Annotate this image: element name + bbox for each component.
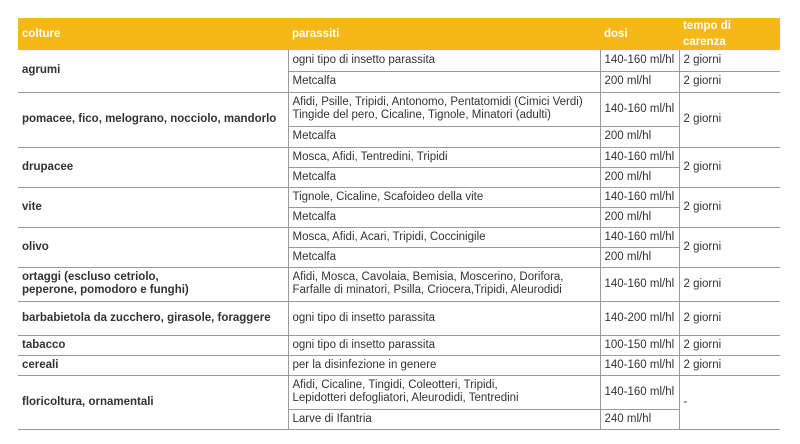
- carenza-cell: 2 giorni: [679, 187, 780, 227]
- table-row: [18, 267, 780, 301]
- carenza-cell: 2 giorni: [679, 301, 780, 335]
- parassiti-cell: Mosca, Afidi, Tentredini, Tripidi: [288, 147, 600, 167]
- crop-cell: cereali: [18, 355, 288, 375]
- parassiti-line: Farfalle di minatori, Psilla, Criocera,Tripidi, Aleurodidi: [292, 284, 562, 296]
- dosi-cell: 140-160 ml/hl: [600, 227, 679, 247]
- carenza-cell: -: [679, 375, 780, 429]
- carenza-cell: 2 giorni: [679, 227, 780, 267]
- dosi-cell: 200 ml/hl: [600, 71, 679, 92]
- parassiti-cell: [288, 92, 600, 126]
- crop-cell: pomacee, fico, melograno, nocciolo, mandorlo: [18, 92, 288, 147]
- crop-cell: vite: [18, 187, 288, 227]
- header-carenza: tempo di carenza: [679, 18, 780, 50]
- dosage-table-container: [18, 18, 780, 430]
- carenza-cell: 2 giorni: [679, 71, 780, 92]
- dosage-table: [18, 18, 780, 430]
- parassiti-cell: Tignole, Cicaline, Scafoideo della vite: [288, 187, 600, 207]
- dosi-cell: 100-150 ml/hl: [600, 335, 679, 355]
- crop-line: peperone, pomodoro e funghi): [22, 284, 189, 296]
- crop-cell: olivo: [18, 227, 288, 267]
- crop-line: ortaggi (escluso cetriolo,: [22, 271, 159, 283]
- carenza-cell: 2 giorni: [679, 335, 780, 355]
- table-row: [18, 375, 780, 409]
- dosi-cell: 140-160 ml/hl: [600, 50, 679, 71]
- carenza-cell: 2 giorni: [679, 147, 780, 187]
- table-row: [18, 92, 780, 126]
- parassiti-cell: ogni tipo di insetto parassita: [288, 301, 600, 335]
- dosi-cell: 200 ml/hl: [600, 167, 679, 187]
- dosi-cell: 240 ml/hl: [600, 409, 679, 429]
- dosi-cell: 140-160 ml/hl: [600, 375, 679, 409]
- parassiti-cell: [288, 375, 600, 409]
- parassiti-cell: per la disinfezione in genere: [288, 355, 600, 375]
- parassiti-cell: Mosca, Afidi, Acari, Tripidi, Coccinigile: [288, 227, 600, 247]
- table-row: [18, 355, 780, 375]
- carenza-cell: 2 giorni: [679, 92, 780, 147]
- parassiti-line: Afidi, Psille, Tripidi, Antonomo, Pentatomidi (Cimici Verdi): [292, 96, 583, 108]
- dosi-cell: 140-160 ml/hl: [600, 355, 679, 375]
- parassiti-cell: [288, 267, 600, 301]
- dosi-cell: 200 ml/hl: [600, 207, 679, 227]
- crop-cell: agrumi: [18, 50, 288, 92]
- carenza-cell: 2 giorni: [679, 267, 780, 301]
- crop-cell: [18, 267, 288, 301]
- dosi-cell: 140-160 ml/hl: [600, 92, 679, 126]
- crop-cell: floricoltura, ornamentali: [18, 375, 288, 429]
- header-parassiti: parassiti: [288, 18, 600, 50]
- header-dosi: dosi: [600, 18, 679, 50]
- parassiti-cell: ogni tipo di insetto parassita: [288, 50, 600, 71]
- parassiti-cell: Metcalfa: [288, 167, 600, 187]
- parassiti-cell: Metcalfa: [288, 247, 600, 267]
- crop-cell: barbabietola da zucchero, girasole, foraggere: [18, 301, 288, 335]
- crop-cell: tabacco: [18, 335, 288, 355]
- parassiti-line: Afidi, Cicaline, Tingidi, Coleotteri, Tripidi,: [292, 379, 498, 391]
- parassiti-line: Afidi, Mosca, Cavolaia, Bemisia, Moscerino, Dorifora,: [292, 271, 564, 283]
- dosi-cell: 200 ml/hl: [600, 247, 679, 267]
- header-row: [18, 18, 780, 50]
- parassiti-cell: Metcalfa: [288, 126, 600, 147]
- table-row: [18, 227, 780, 247]
- parassiti-cell: Larve di Ifantria: [288, 409, 600, 429]
- table-row: [18, 50, 780, 71]
- dosi-cell: 140-160 ml/hl: [600, 187, 679, 207]
- dosi-cell: 140-200 ml/hl: [600, 301, 679, 335]
- parassiti-line: Lepidotteri defogliatori, Aleurodidi, Tentredini: [292, 392, 519, 404]
- parassiti-cell: Metcalfa: [288, 71, 600, 92]
- dosi-cell: 200 ml/hl: [600, 126, 679, 147]
- parassiti-line: Tingide del pero, Cicaline, Tignole, Minatori (adulti): [292, 109, 551, 121]
- table-row: [18, 147, 780, 167]
- carenza-cell: 2 giorni: [679, 355, 780, 375]
- carenza-cell: 2 giorni: [679, 50, 780, 71]
- dosi-cell: 140-160 ml/hl: [600, 147, 679, 167]
- dosi-cell: 140-160 ml/hl: [600, 267, 679, 301]
- parassiti-cell: ogni tipo di insetto parassita: [288, 335, 600, 355]
- parassiti-cell: Metcalfa: [288, 207, 600, 227]
- table-row: [18, 187, 780, 207]
- table-row: [18, 301, 780, 335]
- header-colture: colture: [18, 18, 288, 50]
- crop-cell: drupacee: [18, 147, 288, 187]
- table-row: [18, 335, 780, 355]
